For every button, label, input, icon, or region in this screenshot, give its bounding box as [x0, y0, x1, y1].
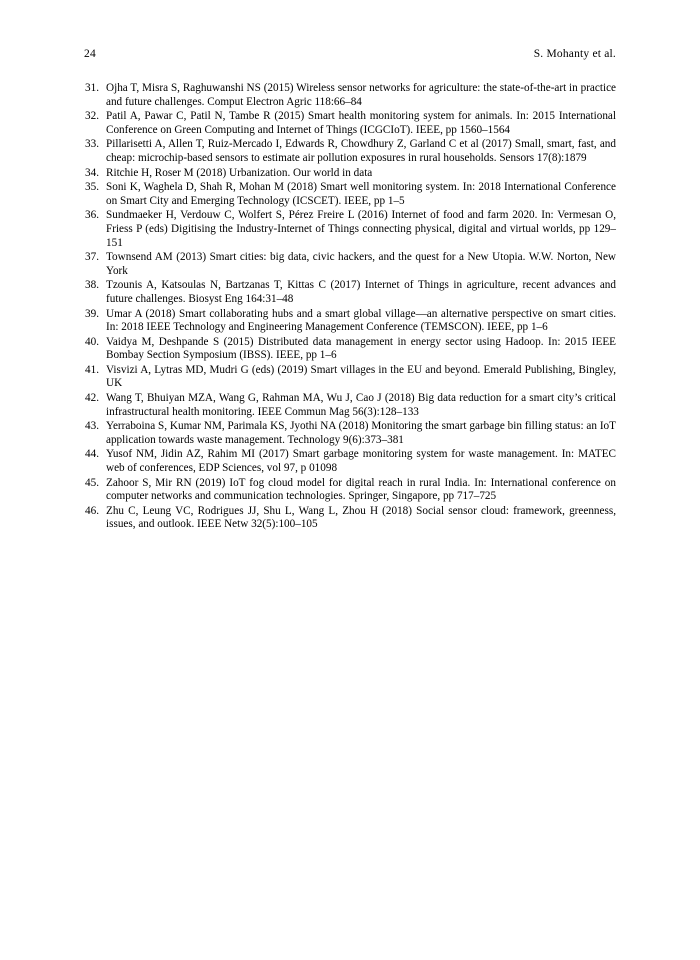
reference-text: Ritchie H, Roser M (2018) Urbanization. Our world in data [106, 166, 373, 179]
page-header [84, 48, 616, 60]
reference-text: Tzounis A, Katsoulas N, Bartzanas T, Kittas C (2017) Internet of Things in agriculture, recent advances and future challenges. Biosyst Eng 164:31–48 [106, 279, 616, 305]
reference-number: 43. [85, 420, 99, 433]
reference-entry [84, 138, 616, 165]
reference-entry [84, 181, 616, 208]
reference-entry [84, 364, 616, 391]
reference-number: 41. [85, 363, 99, 376]
reference-entry [84, 448, 616, 475]
reference-entry [84, 392, 616, 419]
reference-entry [84, 505, 616, 532]
reference-number: 46. [85, 504, 99, 517]
reference-number: 37. [85, 251, 99, 264]
reference-text: Yusof NM, Jidin AZ, Rahim MI (2017) Smart garbage monitoring system for waste management. In: MATEC web of conferences, EDP Sciences, vol 97, p 01098 [106, 448, 616, 475]
reference-entry [84, 110, 616, 137]
reference-number: 45. [85, 476, 99, 489]
reference-entry [84, 209, 616, 250]
reference-entry [84, 336, 616, 363]
reference-entry [84, 279, 616, 306]
reference-entry [84, 477, 616, 504]
reference-number: 33. [85, 138, 99, 151]
reference-entry [84, 308, 616, 335]
reference-number: 38. [85, 279, 99, 292]
reference-number: 32. [85, 110, 99, 123]
reference-number: 35. [85, 181, 99, 194]
reference-list [84, 82, 616, 533]
reference-entry [84, 82, 616, 109]
reference-text: Vaidya M, Deshpande S (2015) Distributed data management in energy sector using Hadoop. In: 2015 IEEE Bombay Section Symposium (IBSS). IEEE, pp 1–6 [106, 335, 616, 362]
reference-text: Yerraboina S, Kumar NM, Parimala KS, Jyothi NA (2018) Monitoring the smart garbage bin filling status: an IoT application towards waste management. Technology 9(6):373–381 [106, 420, 616, 446]
page-number: 24 [84, 48, 96, 60]
reference-number: 31. [85, 82, 99, 94]
reference-text: Townsend AM (2013) Smart cities: big data, civic hackers, and the quest for a New Utopia. W.W. Norton, New York [106, 251, 616, 277]
reference-text: Zahoor S, Mir RN (2019) IoT fog cloud model for digital reach in rural India. In: International conference on computer networks and communication technologies. Springer, Singapore, pp 717–725 [106, 476, 616, 503]
reference-number: 44. [85, 448, 99, 461]
reference-text: Patil A, Pawar C, Patil N, Tambe R (2015) Smart health monitoring system for animals. In: 2015 International Conference on Green Computing and Internet of Things (ICGCIoT). IEEE, pp 1560–1564 [106, 110, 616, 136]
reference-text: Wang T, Bhuiyan MZA, Wang G, Rahman MA, Wu J, Cao J (2018) Big data reduction for a smart city’s critical infrastructural health monitoring. IEEE Commun Mag 56(3):128–133 [106, 392, 616, 418]
reference-entry [84, 420, 616, 447]
reference-number: 40. [85, 335, 99, 348]
reference-number: 42. [85, 392, 99, 405]
reference-text: Umar A (2018) Smart collaborating hubs and a smart global village—an alternative perspective on smart cities. In: 2018 IEEE Technology and Engineering Management Conference (TEMSCON). IEEE, pp 1–6 [106, 307, 616, 334]
reference-text: Visvizi A, Lytras MD, Mudri G (eds) (2019) Smart villages in the EU and beyond. Emerald Publishing, Bingley, UK [106, 363, 616, 390]
reference-number: 36. [85, 209, 99, 222]
reference-entry [84, 167, 616, 181]
reference-number: 39. [85, 307, 99, 320]
reference-text: Zhu C, Leung VC, Rodrigues JJ, Shu L, Wang L, Zhou H (2018) Social sensor cloud: framework, greenness, issues, and outlook. IEEE Netw 32(5):100–105 [106, 504, 616, 531]
reference-number: 34. [85, 166, 99, 179]
reference-text: Sundmaeker H, Verdouw C, Wolfert S, Pérez Freire L (2016) Internet of food and farm 2020. In: Vermesan O, Friess P (eds) Digitising the Industry-Internet of Things connecting physical, digital and virtual worlds, pp 129–151 [106, 209, 616, 249]
reference-text: Ojha T, Misra S, Raghuwanshi NS (2015) Wireless sensor networks for agriculture: the state-of-the-art in practice and future challenges. Comput Electron Agric 118:66–84 [106, 82, 616, 108]
reference-entry [84, 251, 616, 278]
running-head: S. Mohanty et al. [533, 48, 616, 60]
reference-text: Soni K, Waghela D, Shah R, Mohan M (2018) Smart well monitoring system. In: 2018 International Conference on Smart City and Emerging Technology (ICSCET). IEEE, pp 1–5 [106, 181, 616, 207]
reference-text: Pillarisetti A, Allen T, Ruiz-Mercado I, Edwards R, Chowdhury Z, Garland C et al (2017) Small, smart, fast, and cheap: microchip-based sensors to estimate air pollution exposures in rural households. Sensors 17(8):1879 [106, 138, 616, 164]
